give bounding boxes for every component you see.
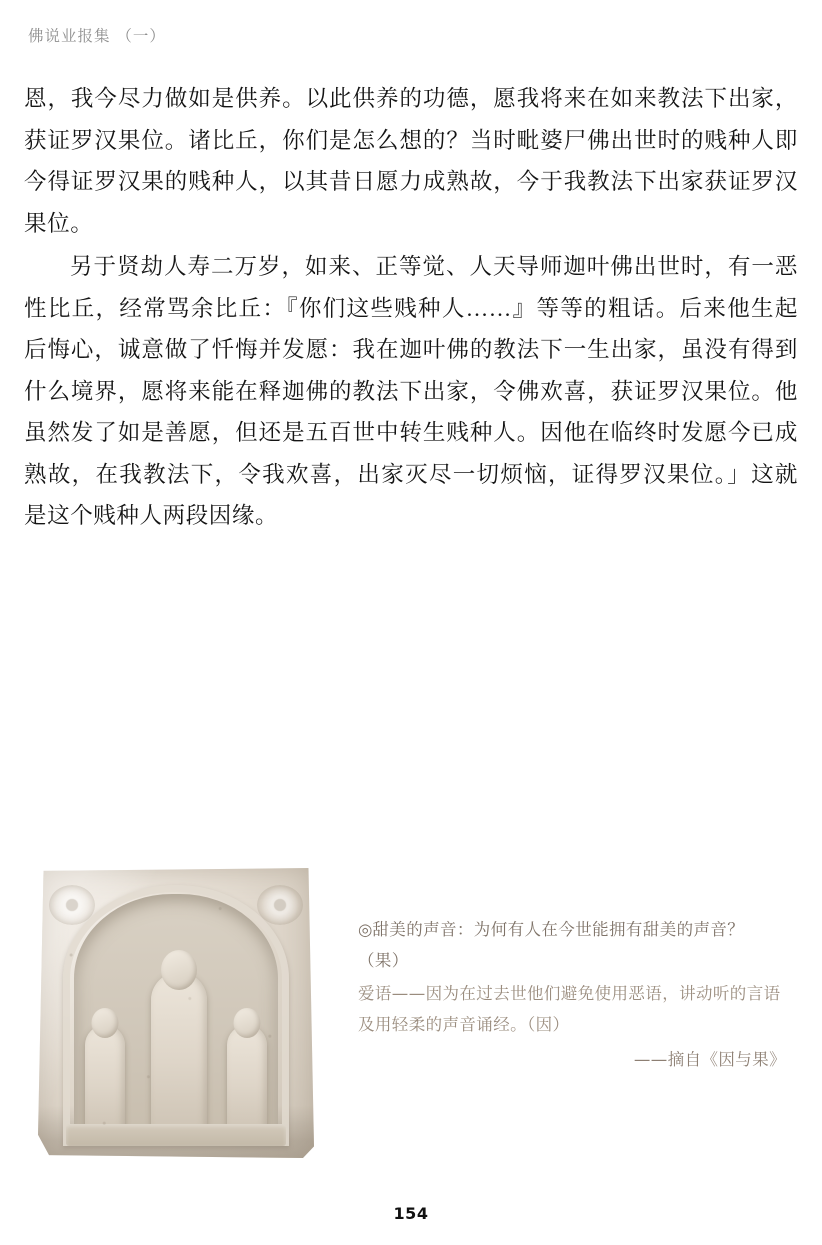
paragraph-2: 另于贤劫人寿二万岁，如来、正等觉、人天导师迦叶佛出世时，有一恶性比丘，经常骂余比丘：『你们这些贱种人……』等等的粗话。后来他生起后悔心，诚意做了忏悔并发愿：我在迦叶佛的教法下一生出家，虽没有得到什么境界，愿将来能在释迦佛的教法下出家，令佛欢喜，获证罗汉果位。他虽然发了如是善愿，但还是五百世中转生贱种人。因他在临终时发愿今已成熟故，在我教法下，令我欢喜，出家灭尽一切烦恼，证得罗汉果位。」这就是这个贱种人两段因缘。: [24, 254, 798, 528]
relief-stone-slab: [38, 868, 314, 1158]
stone-relief-illustration: [38, 868, 314, 1158]
quote-answer-text: 爱语——因为在过去世他们避免使用恶语，讲动听的言语及用轻柔的声音诵经。（因）: [358, 984, 781, 1034]
quote-source: ——摘自《因与果》: [633, 1050, 786, 1069]
paragraph-1: 恩，我今尽力做如是供养。以此供养的功德，愿我将来在如来教法下出家，获证罗汉果位。诸比丘，你们是怎么想的？当时毗婆尸佛出世时的贱种人即今得证罗汉果的贱种人，以其昔日愿力成熟故，今于我教法下出家获证罗汉果位。: [24, 86, 798, 236]
sidebar-quote: [358, 914, 786, 1075]
quote-question-line: [358, 914, 786, 976]
quote-marker-icon: ◎: [358, 920, 373, 939]
body-text-block: [24, 78, 798, 537]
stone-texture-speckle: [38, 868, 314, 1158]
running-head: 佛说业报集 （一）: [28, 27, 166, 45]
page-number: 154: [393, 1204, 429, 1223]
quote-question-text: 甜美的声音：为何有人在今世能拥有甜美的声音？（果）: [358, 920, 745, 970]
